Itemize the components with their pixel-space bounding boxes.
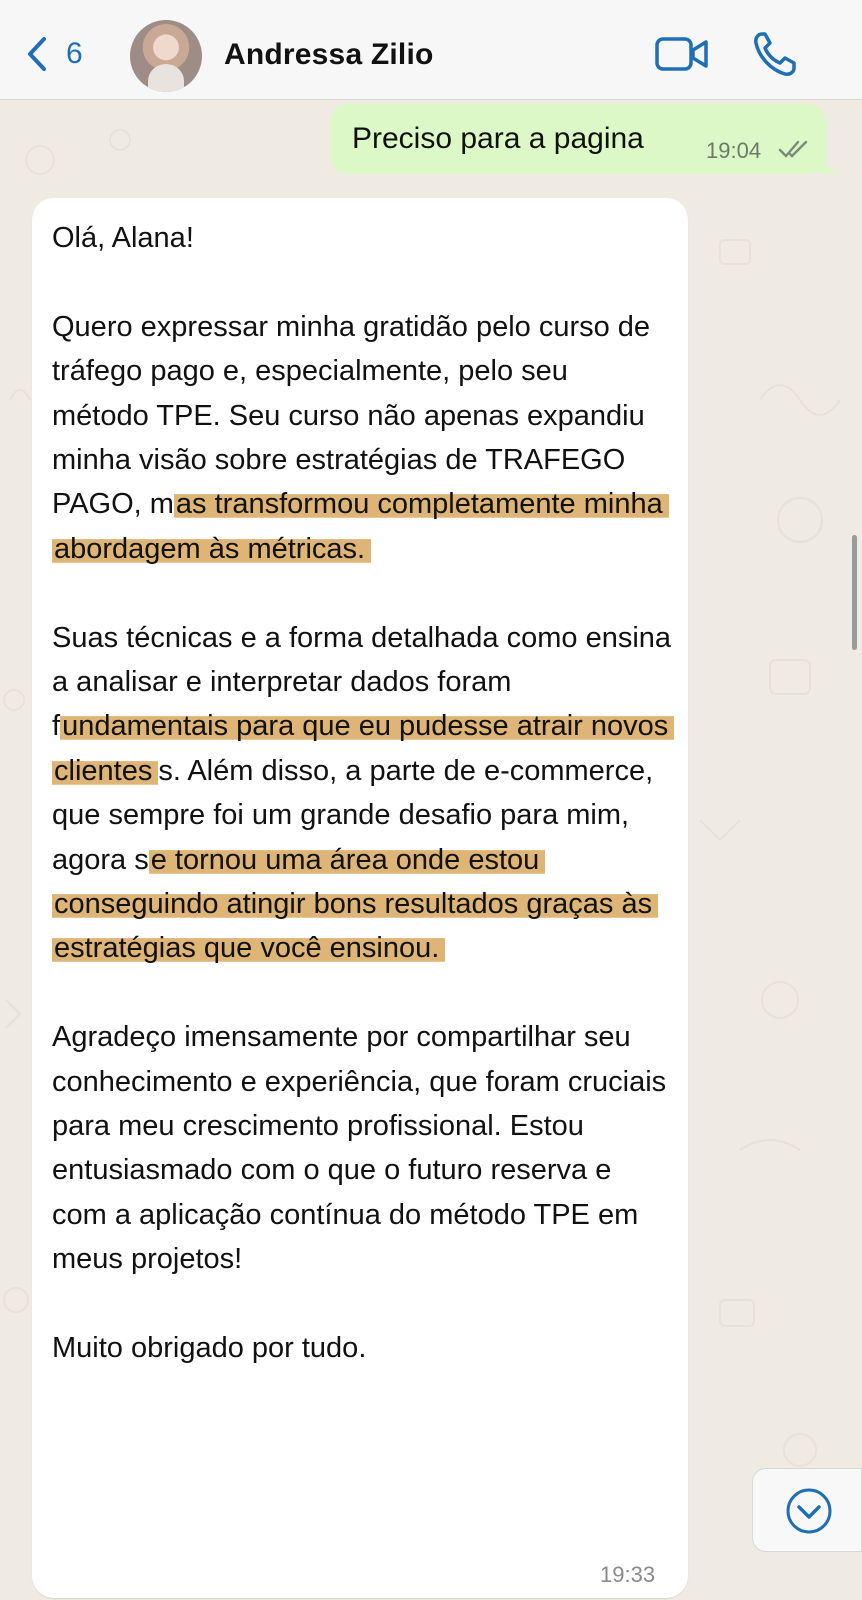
avatar[interactable] (130, 20, 202, 92)
message-paragraph-1 (52, 305, 672, 571)
scroll-to-bottom-button[interactable] (752, 1468, 862, 1552)
back-button[interactable] (22, 34, 102, 74)
text-segment: s. Além disso, a parte de e-commerce, que sempre foi um grande desafio para mim, agora s (52, 754, 654, 876)
incoming-message[interactable] (32, 198, 688, 1598)
double-check-icon (778, 138, 812, 160)
video-camera-icon[interactable] (654, 34, 710, 74)
message-paragraph-3: Agradeço imensamente por compartilhar seu conhecimento e experiência, que foram cruciais para meu crescimento profissional. Estou entusiasmado com o que o futuro reserva e com a aplicação contínua do método TPE em meus projetos! (52, 1021, 667, 1276)
highlighted-text: e tornou uma área onde estou conseguindo atingir bons resultados graças às estratégias que você ensinou. (52, 844, 658, 965)
message-time: 19:04 (706, 138, 762, 163)
highlighted-text: undamentais para que eu pudesse atrair novos clientes (52, 710, 674, 786)
text-segment: Suas técnicas e a forma detalhada como ensina a analisar e interpretar dados foram f (52, 621, 672, 743)
message-paragraph-4: Muito obrigado por tudo. (52, 1332, 367, 1365)
chevron-down-circle-icon (785, 1487, 833, 1535)
chat-header (0, 0, 862, 100)
message-text: Preciso para a pagina (352, 122, 644, 155)
contact-name[interactable]: Andressa Zilio (224, 38, 434, 71)
unread-count: 6 (66, 37, 83, 70)
bubble-tail (820, 148, 840, 174)
phone-icon[interactable] (752, 30, 798, 78)
chevron-left-icon (22, 35, 52, 73)
scrollbar[interactable] (852, 535, 857, 650)
message-greeting: Olá, Alana! (52, 222, 194, 254)
message-paragraph-2 (52, 616, 672, 971)
highlighted-text: as transformou completamente minha abordagem às métricas. (52, 488, 669, 564)
message-time: 19:33 (600, 1562, 656, 1587)
outgoing-message[interactable] (330, 104, 826, 174)
text-segment: Quero expressar minha gratidão pelo curso de tráfego pago e, especialmente, pelo seu método TPE. Seu curso não apenas expandiu minha visão sobre estratégias de TRAFEGO PAGO, m (52, 310, 651, 521)
message-body (52, 216, 672, 1371)
